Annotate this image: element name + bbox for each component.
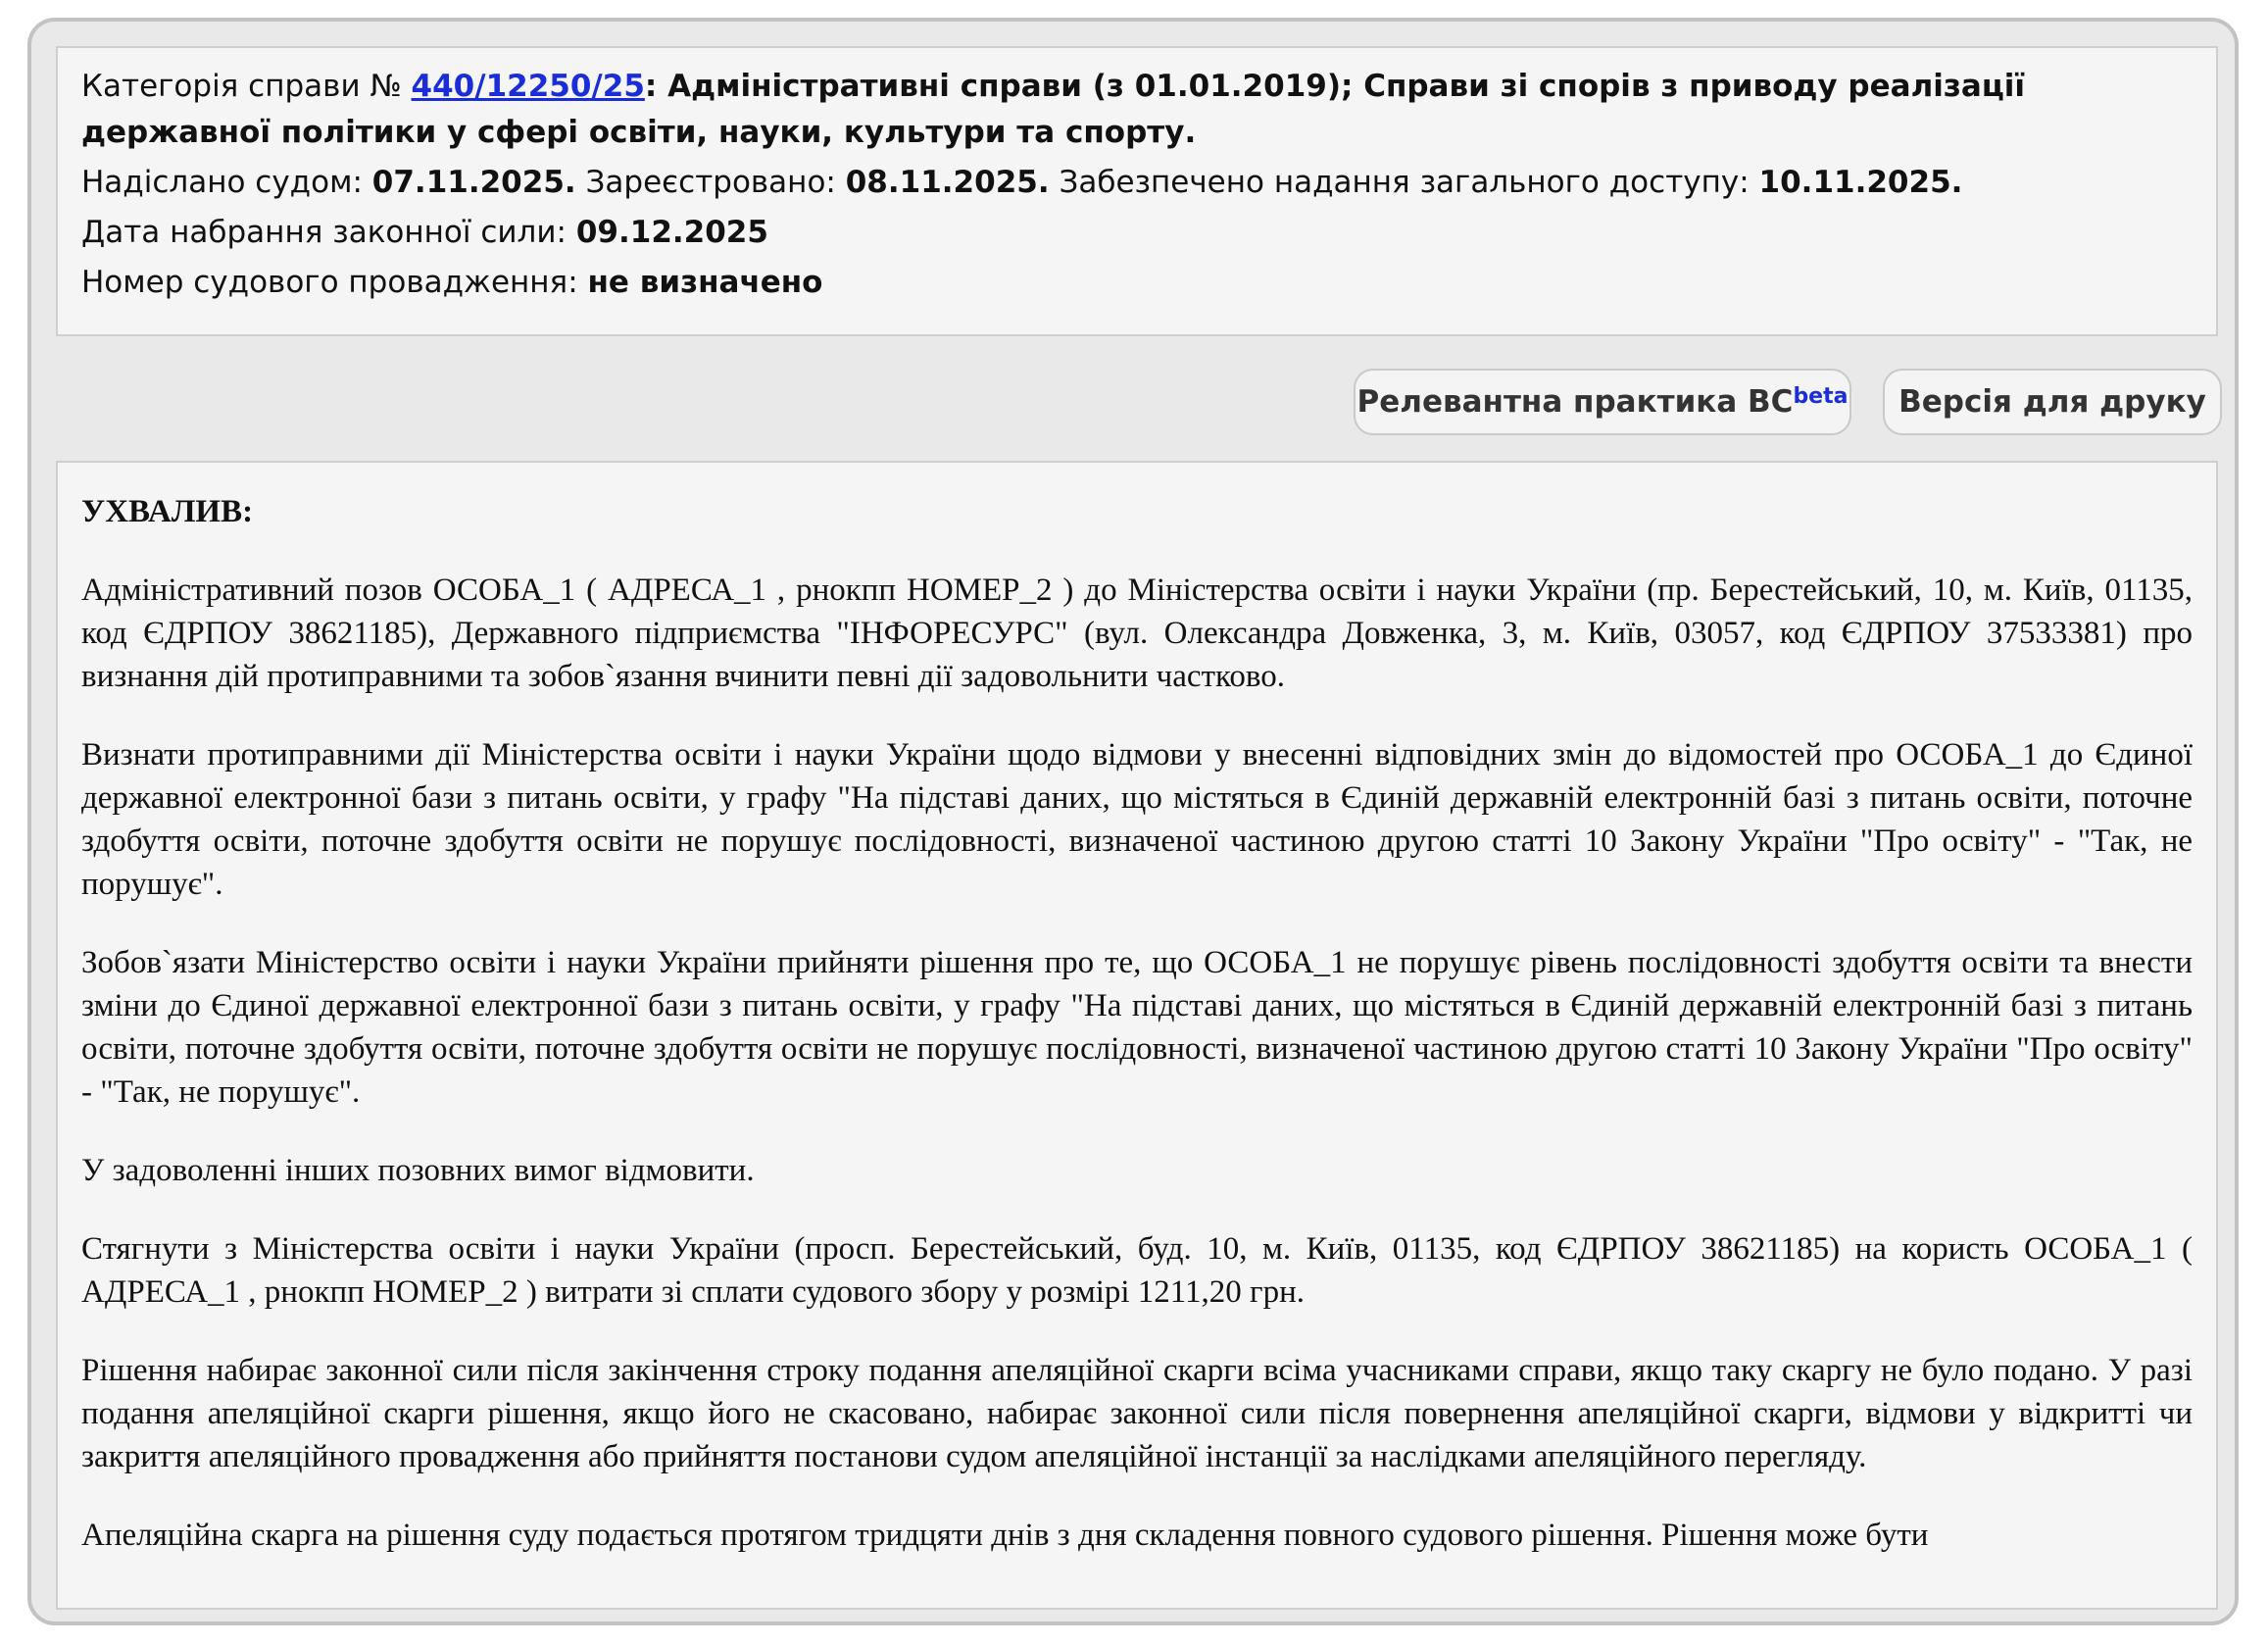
sent-label: Надіслано судом: xyxy=(81,165,363,200)
force-date-line xyxy=(81,210,2193,256)
document-paragraph: Адміністративний позов ОСОБА_1 ( АДРЕСА_1 , рнокпп НОМЕР_2 ) до Міністерства освіти і науки України (пр. Берестейський, 10, м. Київ, 01135, код ЄДРПОУ 38621185), Державного підприємства "ІНФОРЕСУРС" (вул. Олександра Довженка, 3, м. Київ, 03057, код ЄДРПОУ 37533381) про визнання дій протиправними та зобов`язання вчинити певні дії задовольнити частково. xyxy=(81,573,2193,694)
registered-label: Зареєстровано: xyxy=(585,165,836,200)
case-category-line xyxy=(81,64,2193,156)
document-paragraph: У задоволенні інших позовних вимог відмовити. xyxy=(81,1153,755,1188)
case-metadata-panel xyxy=(56,46,2218,336)
beta-badge: beta xyxy=(1793,383,1849,409)
sent-date: 07.11.2025. xyxy=(371,165,576,200)
proceeding-label: Номер судового провадження: xyxy=(81,265,578,300)
registered-date: 08.11.2025. xyxy=(845,165,1050,200)
print-version-label: Версія для друку xyxy=(1898,384,2206,420)
document-paragraph: Рішення набирає законної сили після закінчення строку подання апеляційної скарги всіма учасниками справи, якщо таку скаргу не було подано. У разі подання апеляційної скарги рішення, якщо його не скасовано, набирає законної сили після повернення апеляційної скарги, відмови у відкритті чи закриття апеляційного провадження або прийняття постанови судом апеляційної інстанції за наслідками апеляційного перегляду. xyxy=(81,1353,2193,1474)
access-date: 10.11.2025. xyxy=(1758,165,1963,200)
relevant-practice-button[interactable] xyxy=(1354,369,1851,435)
proceeding-value: не визначено xyxy=(587,265,823,300)
document-paragraph: Визнати протиправними дії Міністерства освіти і науки України щодо відмови у внесенні відповідних змін до відомостей про ОСОБА_1 до Єдиної державної електронної бази з питань освіти, у графу "На підставі даних, що містяться в Єдиній державній електронній базі з питань освіти, поточне здобуття освіти, поточне здобуття освіти не порушує послідовності, визначеної частиною другою статті 10 Закону України "Про освіту" - "Так, не порушує". xyxy=(81,737,2193,902)
relevant-practice-label: Релевантна практика ВС xyxy=(1356,384,1794,420)
case-dates-line xyxy=(81,160,2193,206)
proceeding-line xyxy=(81,260,2193,306)
print-version-button[interactable] xyxy=(1883,369,2222,435)
case-number-link[interactable]: 440/12250/25 xyxy=(411,69,645,104)
document-paragraph: Апеляційна скарга на рішення суду подається протягом тридцяти днів з дня складення повного судового рішення. Рішення може бути xyxy=(81,1518,1929,1553)
document-text-panel xyxy=(56,461,2218,1610)
document-heading: УХВАЛИВ: xyxy=(81,494,254,529)
browser-window xyxy=(27,18,2239,1625)
case-category-label: Категорія справи № xyxy=(81,69,402,104)
document-paragraph: Зобов`язати Міністерство освіти і науки України прийняти рішення про те, що ОСОБА_1 не порушує рівень послідовності здобуття освіти та внести зміни до Єдиної державної електронної бази з питань освіти, у графу "На підставі даних, що містяться в Єдиній державній електронній базі з питань освіти, поточне здобуття освіти, поточне здобуття освіти не порушує послідовності, визначеної частиною другою статті 10 Закону України "Про освіту" - "Так, не порушує". xyxy=(81,945,2193,1110)
document-paragraph: Стягнути з Міністерства освіти і науки України (просп. Берестейський, буд. 10, м. Київ, 01135, код ЄДРПОУ 38621185) на користь ОСОБА_1 ( АДРЕСА_1 , рнокпп НОМЕР_2 ) витрати зі сплати судового збору у розмірі 1211,20 грн. xyxy=(81,1231,2193,1310)
force-date: 09.12.2025 xyxy=(575,215,768,250)
access-label: Забезпечено надання загального доступу: xyxy=(1059,165,1750,200)
case-category-text: : Адміністративні справи (з 01.01.2019); Справи зі спорів з приводу реалізації державної політики у сфері освіти, науки, культури та спорту. xyxy=(81,69,2026,150)
force-label: Дата набрання законної сили: xyxy=(81,215,567,250)
